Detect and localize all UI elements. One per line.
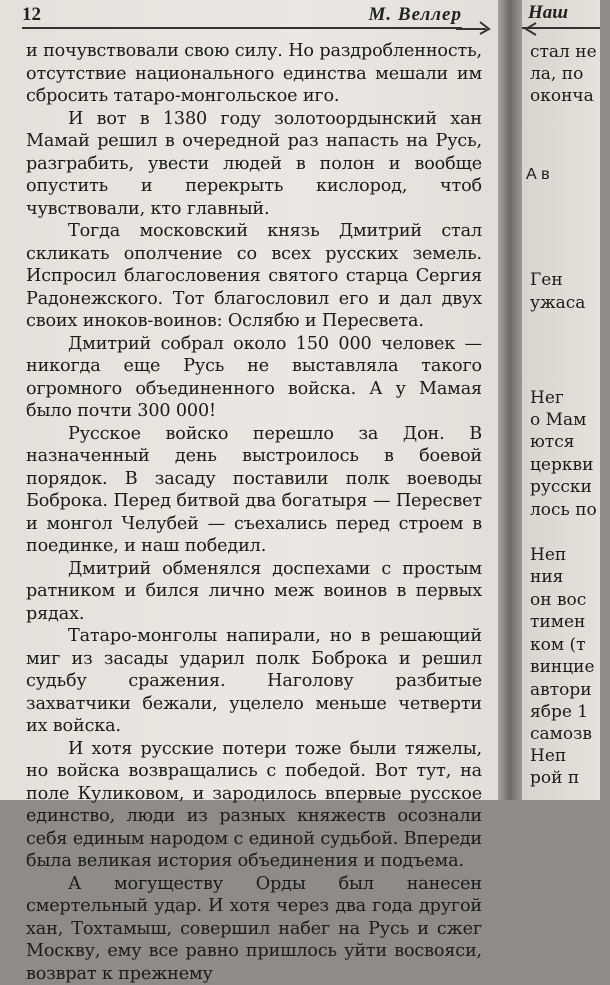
right-page-line: лось по	[530, 500, 610, 520]
right-page-line: тимен	[530, 612, 610, 632]
right-page-line: автори	[530, 680, 610, 700]
book-spine	[498, 0, 522, 800]
right-page-line: церкви	[530, 455, 610, 475]
right-page-line: о Мам	[530, 410, 610, 430]
right-page-line: Неп	[530, 545, 610, 565]
arrow-ornament-icon	[524, 23, 544, 37]
paragraph: Дмитрий собрал около 150 000 человек — никогда еще Русь не выставляла такого огромного объединенного войска. А у Мамая было почти 300 000!	[26, 333, 482, 423]
right-page-line: ются	[530, 432, 610, 452]
right-page-line: ла, по	[530, 64, 610, 84]
paragraph: И вот в 1380 году золотоордынский хан Мамай решил в очередной раз напасть на Русь, разграбить, увести людей в полон и вообще опустить и перекрыть кислород, чтоб чувствовали, кто главный.	[26, 108, 482, 221]
paragraph: И хотя русские потери тоже были тяжелы, но войска возвращались с победой. Вот тут, на поле Куликовом, и зародилось впервые русское единство, люди из разных княжеств осознали себя единым народом с единой судьбой. Впереди была великая история объединения и подъема.	[26, 738, 482, 873]
paragraph: и почувствовали свою силу. Но раздробленность, отсутствие национального единства мешали им сбросить татаро-монгольское иго.	[26, 40, 482, 108]
paragraph: А могуществу Орды был нанесен смертельный удар. И хотя через два года другой хан, Тохтамыш, совершил набег на Русь и сжег Москву, ему все равно пришлось уйти восвояси, возврат к прежнему	[26, 873, 482, 985]
right-page-line: ужаса	[530, 293, 610, 313]
right-page-line: ябре 1	[530, 702, 610, 722]
right-page-line: оконча	[530, 86, 610, 106]
body-text	[26, 40, 482, 985]
running-header	[22, 4, 492, 34]
right-page-line: Нег	[530, 388, 610, 408]
right-page-line: русски	[530, 477, 610, 497]
right-page-line: ния	[530, 567, 610, 587]
right-page-line: рой п	[530, 768, 610, 788]
right-page-line: самозв	[530, 724, 610, 744]
page-number: 12	[22, 4, 41, 26]
paragraph: Татаро-монголы напирали, но в решающий миг из засады ударил полк Боброка и решил судьбу сражения. Наголову разбитые захватчики бежали, уцелело меньше четверти их войска.	[26, 625, 482, 738]
paragraph: Тогда московский князь Дмитрий стал скликать ополчение со всех русских земель. Испросил благословения святого старца Сергия Радонежского. Тот благословил его и дал двух своих иноков-воинов: Ослябю и Пересвета.	[26, 220, 482, 333]
right-page	[522, 0, 600, 800]
paragraph: Дмитрий обменялся доспехами с простым ратником и бился лично меж воинов в первых рядах.	[26, 558, 482, 626]
right-page-line: Неп	[530, 746, 610, 766]
right-page-line: он вос	[530, 590, 610, 610]
running-header-author: М. Веллер	[369, 4, 462, 26]
header-rule	[22, 27, 462, 29]
right-running-header: Наш	[528, 2, 568, 24]
right-page-line: винцие	[530, 657, 610, 677]
arrow-ornament-icon	[456, 10, 492, 34]
right-page-line: ком (т	[530, 635, 610, 655]
right-page-line: стал не	[530, 42, 610, 62]
right-page-line: Ген	[530, 270, 610, 290]
paragraph: Русское войско перешло за Дон. В назначенный день выстроилось в боевой порядок. В засаду поставили полк воеводы Боброка. Перед битвой два богатыря — Пересвет и монгол Челубей — съехались перед строем в поединке, и наш победил.	[26, 423, 482, 558]
right-section-heading: А в	[526, 166, 550, 184]
